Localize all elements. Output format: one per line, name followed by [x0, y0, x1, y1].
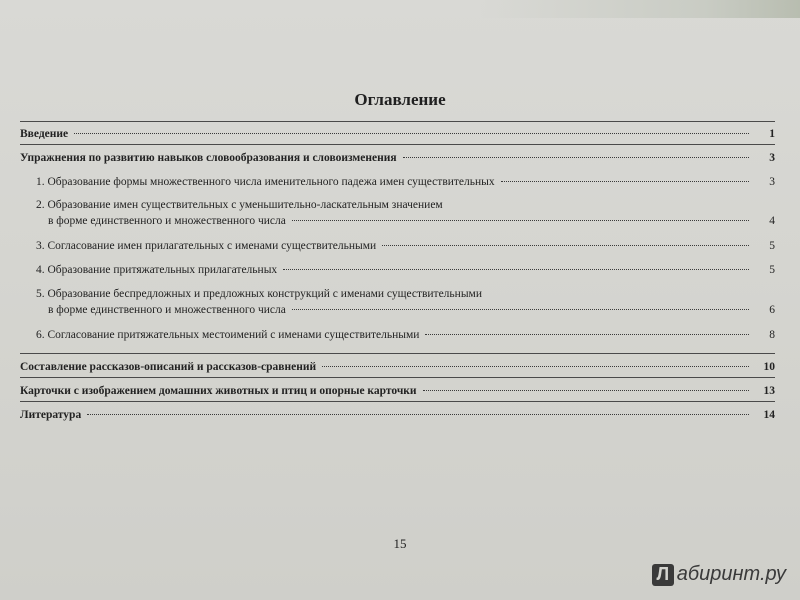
toc-entry-text: 3. Согласование имен прилагательных с именами существительными: [36, 240, 377, 252]
leader-dots: [292, 220, 749, 221]
toc-page-number: 4: [769, 215, 775, 227]
toc-page-number: 6: [769, 304, 775, 316]
toc-entry-literature: [20, 407, 775, 423]
section-divider: [20, 377, 775, 378]
toc-entry-text: Упражнения по развитию навыков словообразования и словоизменения: [20, 152, 397, 164]
toc-page-number: 5: [769, 240, 775, 252]
page-title: Оглавление: [354, 90, 446, 109]
leader-dots: [283, 269, 749, 270]
toc-entry-introduction: [20, 126, 775, 142]
toc-subentry-3: [20, 238, 775, 254]
toc-subentry-5: [20, 286, 775, 318]
toc-subentry-2: [20, 197, 775, 229]
toc-subentry-4: [20, 262, 775, 278]
leader-dots: [403, 157, 749, 158]
toc-page-number: 1: [769, 128, 775, 140]
toc-page-number: 13: [763, 385, 775, 397]
labirint-logo-icon: Л: [652, 564, 674, 586]
toc-entry-cards: [20, 383, 775, 399]
toc-page-number: 3: [769, 176, 775, 188]
toc-entry-text-line2: в форме единственного и множественного числа: [48, 304, 286, 316]
toc-page-number: 14: [763, 409, 775, 421]
leader-dots: [322, 366, 749, 367]
toc-entry-text-line1: 2. Образование имен существительных с уменьшительно-ласкательным значением: [36, 199, 443, 211]
watermark-text: абиринт.ру: [676, 563, 786, 585]
watermark-logo: [652, 563, 786, 586]
toc-entry-text-line1: 5. Образование беспредложных и предложных конструкций с именами существительными: [36, 288, 482, 300]
toc-entry-text-line2: в форме единственного и множественного числа: [48, 215, 286, 227]
toc-page-number: 5: [769, 264, 775, 276]
toc-entry-stories: [20, 359, 775, 375]
leader-dots: [425, 334, 749, 335]
toc-entry-text: Литература: [20, 409, 82, 421]
toc-entry-text: 6. Согласование притяжательных местоимений с именами существительными: [36, 329, 420, 341]
leader-dots: [87, 414, 749, 415]
toc-page-number: 8: [769, 329, 775, 341]
section-divider: [20, 353, 775, 354]
page-corner-shadow: [480, 0, 800, 18]
toc-entry-text: Карточки с изображением домашних животных и птиц и опорные карточки: [20, 385, 417, 397]
leader-dots: [74, 133, 749, 134]
toc-entry-text: 4. Образование притяжательных прилагательных: [36, 264, 278, 276]
leader-dots: [382, 245, 749, 246]
top-divider: [20, 121, 775, 122]
section-divider: [20, 144, 775, 145]
page-number: 15: [393, 536, 407, 551]
toc-entry-text: 1. Образование формы множественного числа именительного падежа имен существительных: [36, 176, 495, 188]
section-divider: [20, 401, 775, 402]
leader-dots: [292, 309, 749, 310]
toc-subentry-1: [20, 174, 775, 190]
toc-page-number: 3: [769, 152, 775, 164]
toc-entry-text: Введение: [20, 128, 69, 140]
toc-subentry-6: [20, 327, 775, 343]
toc-entry-text: Составление рассказов-описаний и рассказов-сравнений: [20, 361, 317, 373]
toc-page-number: 10: [763, 361, 775, 373]
leader-dots: [423, 390, 749, 391]
leader-dots: [501, 181, 749, 182]
toc-entry-exercises: [20, 150, 775, 166]
